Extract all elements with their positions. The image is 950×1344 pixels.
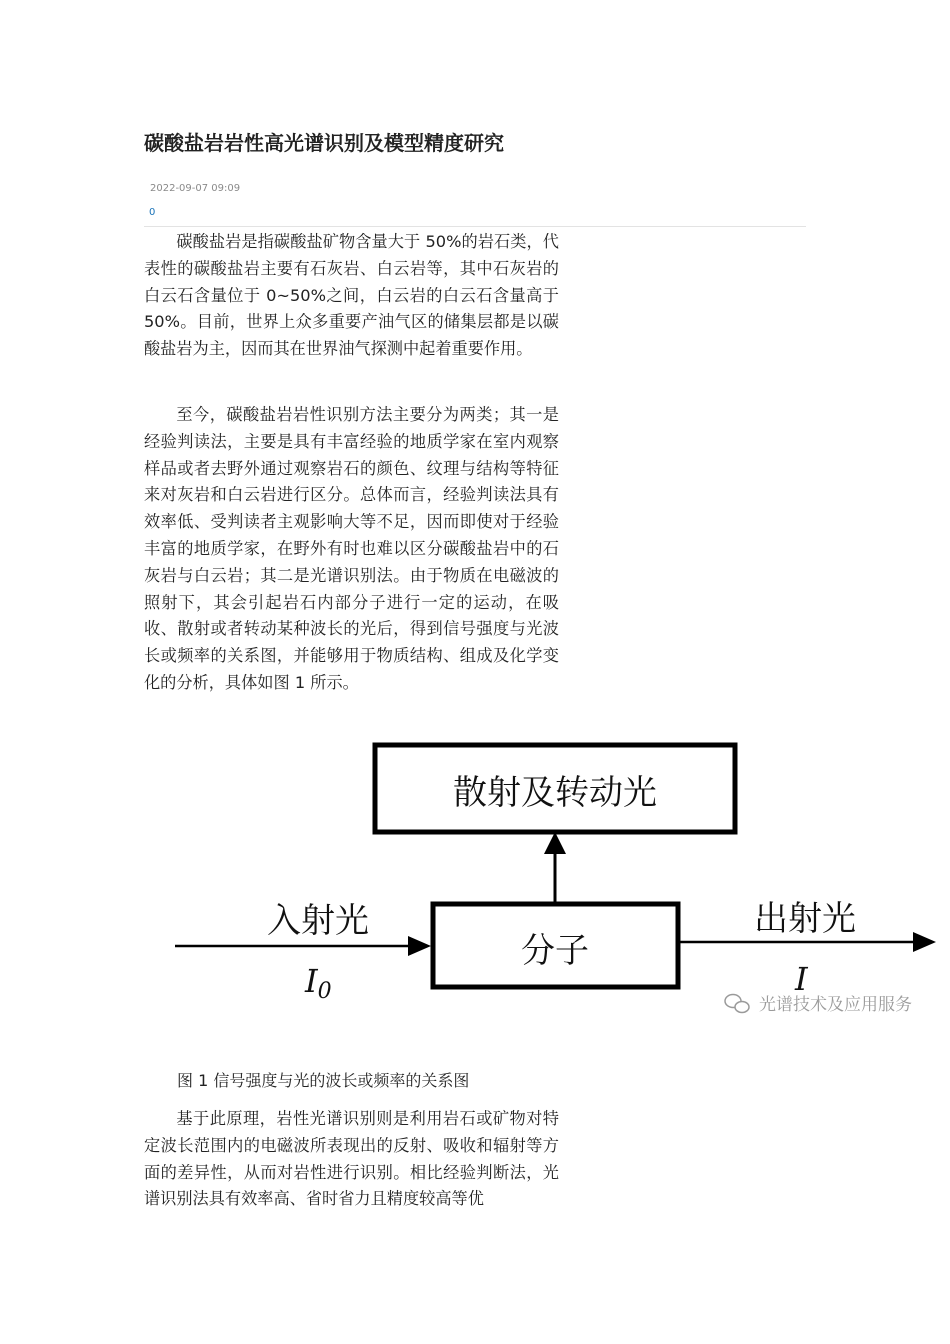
incident-label: 入射光 bbox=[267, 901, 369, 941]
figure-caption: 图 1 信号强度与光的波长或频率的关系图 bbox=[177, 1071, 470, 1090]
publish-date: 2022-09-07 09:09 bbox=[150, 183, 241, 194]
incident-arrowhead bbox=[408, 936, 431, 956]
article-title: 碳酸盐岩岩性高光谱识别及模型精度研究 bbox=[144, 131, 504, 155]
paragraph-2: 至今，碳酸盐岩岩性识别方法主要分为两类；其一是经验判读法，主要是具有丰富经验的地质学家在室内观察样品或者去野外通过观察岩石的颜色、纹理与结构等特征来对灰岩和白云岩进行区分。总体而言，经验判读法具有效率低、受判读者主观影响大等不足，因而即使对于经验丰富的地质学家，在野外有时也难以区分碳酸盐岩中的石灰岩与白云岩；其二是光谱识别法。由于物质在电磁波的照射下，其会引起岩石内部分子进行一定的运动，在吸收、散射或者转动某种波长的光后，得到信号强度与光波长或频率的关系图，并能够用于物质结构、组成及化学变化的分析，具体如图 1 所示。 bbox=[144, 405, 559, 692]
header-divider bbox=[144, 226, 806, 227]
incident-symbol: I0 bbox=[305, 962, 332, 1004]
paragraph-3: 基于此原理，岩性光谱识别则是利用岩石或矿物对特定波长范围内的电磁波所表现出的反射、吸收和辐射等方面的差异性，从而对岩性进行识别。相比经验判断法，光谱识别法具有效率高、省时省力且精度较高等优 bbox=[144, 1109, 559, 1209]
wechat-icon bbox=[725, 995, 749, 1013]
watermark-text: 光谱技术及应用服务 bbox=[759, 995, 912, 1015]
figure-1-diagram bbox=[170, 740, 940, 1020]
exit-label: 出射光 bbox=[754, 899, 856, 939]
paragraph-1: 碳酸盐岩是指碳酸盐矿物含量大于 50%的岩石类，代表性的碳酸盐岩主要有石灰岩、白云岩等，其中石灰岩的白云石含量位于 0~50%之间，白云岩的白云石含量高于 50%。目前，世界上众多重要产油气区的储集层都是以碳酸盐岩为主，因而其在世界油气探测中起着重要作用。 bbox=[144, 232, 559, 359]
scatter-box-label: 散射及转动光 bbox=[453, 773, 657, 813]
scatter-arrowhead bbox=[544, 832, 566, 854]
exit-arrowhead bbox=[913, 932, 936, 952]
exit-symbol: I bbox=[795, 960, 808, 998]
read-count[interactable]: 0 bbox=[149, 207, 156, 218]
molecule-box-label: 分子 bbox=[521, 931, 589, 971]
